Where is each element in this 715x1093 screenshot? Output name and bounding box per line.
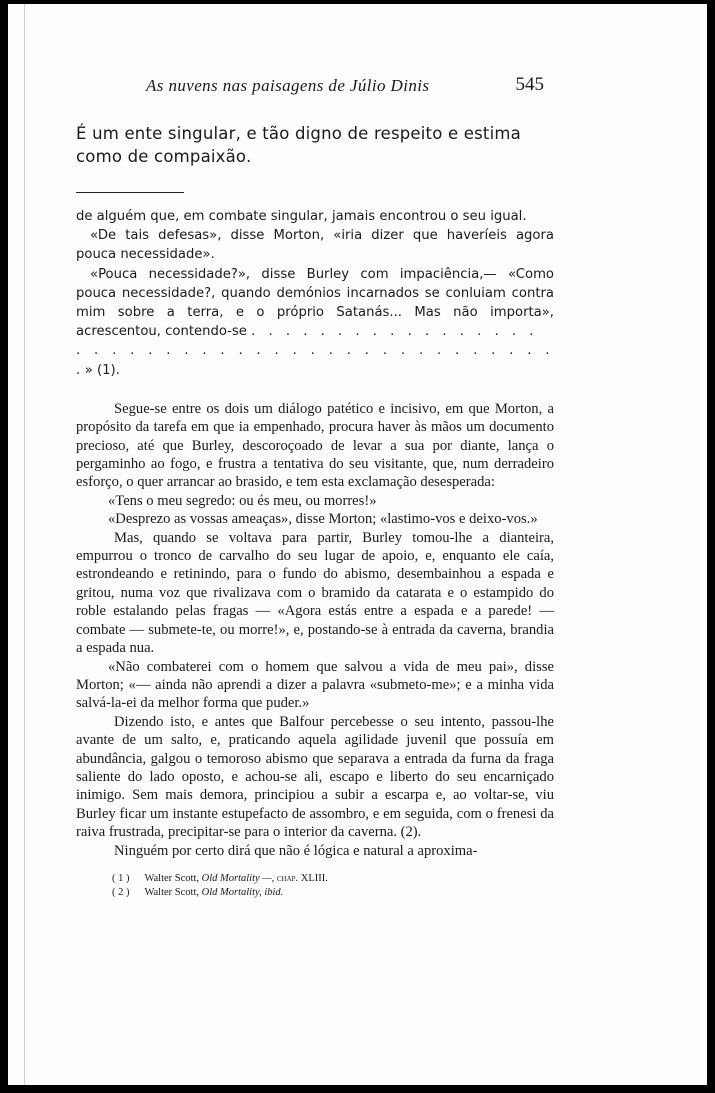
footnote-work: Old Mortality —, [201,872,275,884]
footnote-marker: ( 2 ) [112,886,130,898]
quote-text: «Pouca necessidade?», disse Burley com impaciência,— «Como pouca necessidade?, quando demónios incarnados se conluiam contra mim sobre a terra, e o próprio Satanás... Mas não importa», acrescentou, contendo-se [76,266,554,340]
body-paragraph: Dizendo isto, e antes que Balfour percebesse o seu intento, passou-lhe avante de um salto, e, praticando aquela agilidade juvenil que possuía em abundância, galgou o temoroso abismo que separava a entrada da furna da fraga saliente do lado oposto, e achou-se ali, escapo e liberto do seu encarniçado inimigo. Sem mais demora, principiou a subir a escarpa e, ao voltar-se, viu Burley ficar um instante estupefacto de assombro, e em seguida, com o frenesi da raiva frustrada, precipitar-se para o interior da caverna. (2). [76,713,554,841]
footnote-rest: chap. XLIII. [276,872,328,884]
footnote-author: Walter Scott, [144,886,199,898]
body-paragraph: Segue-se entre os dois um diálogo patético e incisivo, em que Morton, a propósito da tarefa em que ia empenhado, procura haver às mãos um documento precioso, até que Burley, descoroçoado de levar a sua por diante, lança o pergaminho ao fogo, e frustra a tentativa do seu visitante, que, num derradeiro esforço, o quer arrancar ao brasido, e tem esta exclamação desesperada: [76,400,554,491]
quote-paragraph: «De tais defesas», disse Morton, «iria dizer que haveríeis agora pouca necessidade». [76,228,554,263]
page-edge-line [24,4,25,1085]
footnote-author: Walter Scott, [144,872,199,884]
running-title: As nuvens nas paisagens de Júlio Dinis [146,76,430,95]
quote-paragraph [76,341,554,379]
ellipsis-dots: . . . . . . . . . . . . . . . . . [251,324,538,340]
quote-paragraph [76,265,554,342]
main-text [76,400,554,860]
epigraph-text: É um ente singular, e tão digno de respeito e estima como de compaixão. [76,124,521,166]
footnotes [76,872,554,900]
quote-paragraph: de alguém que, em combate singular, jamais encontrou o seu igual. [76,209,527,224]
body-paragraph: «Tens o meu segredo: ou és meu, ou morres!» [108,492,377,509]
footnote-work: Old Mortality, ibid. [201,886,284,898]
page-number: 545 [515,74,544,95]
body-paragraph: Ninguém por certo dirá que não é lógica e natural a aproxima- [114,842,478,859]
quoted-passage [76,207,554,380]
ellipsis-dots: . . . . . . . . . . . . . . . . . . . . . . . . . . . . [76,343,554,378]
footnote [112,872,554,886]
body-paragraph: «Desprezo as vossas ameaças», disse Morton; «lastimo-vos e deixo-vos.» [108,511,538,528]
body-paragraph: Mas, quando se voltava para partir, Burley tomou-lhe a dianteira, empurrou o tronco de carvalho do seu lugar de apoio, e, enquanto ele caía, estrondeando e retinindo, para o fundo do abismo, desembainhou a espada e gritou, numa voz que rivalizava com o bramido da catarata e o estampido do roble estalando pelas fragas — «Agora estás entre a espada e a parede! — combate — submete-te, ou morre!», e, postando-se à entrada da caverna, brandia a espada nua. [76,529,554,657]
book-page [76,72,554,900]
footnote [112,886,554,900]
footnote-ref: » (1). [84,362,120,378]
body-paragraph: «Não combaterei com o homem que salvou a vida de meu pai», disse Morton; «— ainda não aprendi a dizer a palavra «submeto-me»; e a minha vida salvá-la-ei da melhor forma que puder.» [76,658,554,712]
footnote-marker: ( 1 ) [112,872,130,884]
section-rule [76,192,184,193]
running-header [76,72,554,100]
